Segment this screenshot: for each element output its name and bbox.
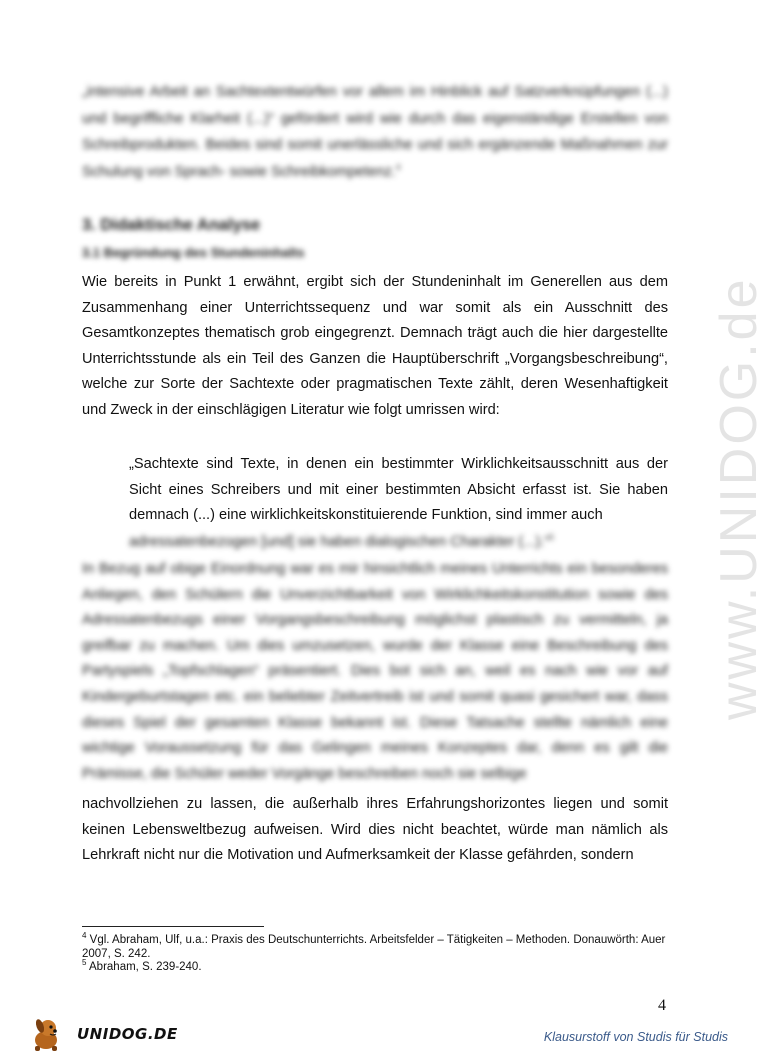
blurred-paragraph: In Bezug auf obige Einordnung war es mir hinsichtlich meines Unterrichts ein besonderes Anliegen, den Schülern die Unverzichtbarkeit von Wirklichkeitskonstitution sowie des Adressatenbezugs einer Vorgangsbeschreibung möglichst plastisch zu vermitteln, ja greifbar zu machen. Um dies umzusetzen, wurde der Klasse eine Beschreibung des Partyspiels „Topfschlagen“ präsentiert. Dies bot sich an, weil es nach wie vor auf Kindergeburtstagen etc. ein beliebter Zeitvertreib ist und somit quasi gesichert war, dass dieses Spiel der gesamten Klasse bekannt ist. Diese Tatsache stellte nämlich eine wichtige Voraussetzung für das Gelingen meines Konzeptes dar, denn es gilt die Prämisse, die Schüler weder Vorgänge beschreiben noch sie selbige: [82, 561, 668, 782]
footnote-divider: [82, 926, 264, 927]
quote-continuation-blurred: adressatenbezogen [und] sie haben dialogischen Charakter (...).“$^5$: [129, 533, 554, 550]
footer-tagline: Klausurstoff von Studis für Studis: [543, 1030, 728, 1044]
unidog-logo: [22, 1012, 178, 1052]
dog-icon: [26, 1014, 66, 1054]
watermark: www.UNIDOG.de: [710, 276, 768, 720]
section-heading: 3. Didaktische Analyse: [82, 216, 261, 234]
subsection-heading: 3.1 Begründung des Stundeninhalts: [82, 245, 305, 260]
quote-sachtexte: „Sachtexte sind Texte, in denen ein bestimmter Wirklichkeitsausschnitt aus der Sicht eines Schreibers und mit einer bestimmten Absicht erfasst ist. Sie haben demnach (...) eine wirklichkeitskonstituierende Funktion, sind immer auch: [129, 456, 668, 524]
blurred-top-paragraph: „intensive Arbeit an Sachtextentwürfen vor allem im Hinblick auf Satzverknüpfungen (...) und begriffliche Klarheit (...)“ gefördert wird wie durch das eigenständige Erstellen von Schreibprodukten. Beides sind somit unerlässliche und sich ergänzende Maßnahmen zur Schulung von Sprach- sowie Schreibkompetenz.$^4$: [82, 84, 668, 180]
paragraph-continuation: nachvollziehen zu lassen, die außerhalb ihres Erfahrungshorizontes liegen und somit keinen Lebensweltbezug aufweisen. Wird dies nicht beachtet, würde man nämlich als Lehrkraft nicht nur die Motivation und Aufmerksamkeit der Klasse gefährden, sondern: [82, 796, 668, 864]
page-number: 4: [658, 997, 666, 1014]
footnote-4: $^4$ Vgl. Abraham, Ulf, u.a.: Praxis des Deutschunterrichts. Arbeitsfelder – Tätigkeiten – Methoden. Donauwörth: Auer 2007, S. 242.: [82, 931, 666, 960]
paragraph-stundeninhalt: Wie bereits in Punkt 1 erwähnt, ergibt sich der Stundeninhalt im Generellen aus dem Zusammenhang einer Unterrichtssequenz und war somit als ein Ausschnitt des Gesamtkonzeptes thematisch grob eingegrenzt. Demnach trägt auch die hier dargestellte Unterrichtsstunde als ein Teil des Ganzen die Hauptüberschrift „Vorgangsbeschreibung“, welche zur Sorte der Sachtexte oder pragmatischen Texte zählt, deren Wesenhaftigkeit und Zweck in der einschlägigen Literatur wie folgt umrissen wird:: [82, 274, 668, 418]
footnotes: [82, 931, 668, 975]
footnote-5: $^5$ Abraham, S. 239-240.: [82, 958, 202, 973]
logo-text: UNIDOG.DE: [77, 1025, 178, 1043]
